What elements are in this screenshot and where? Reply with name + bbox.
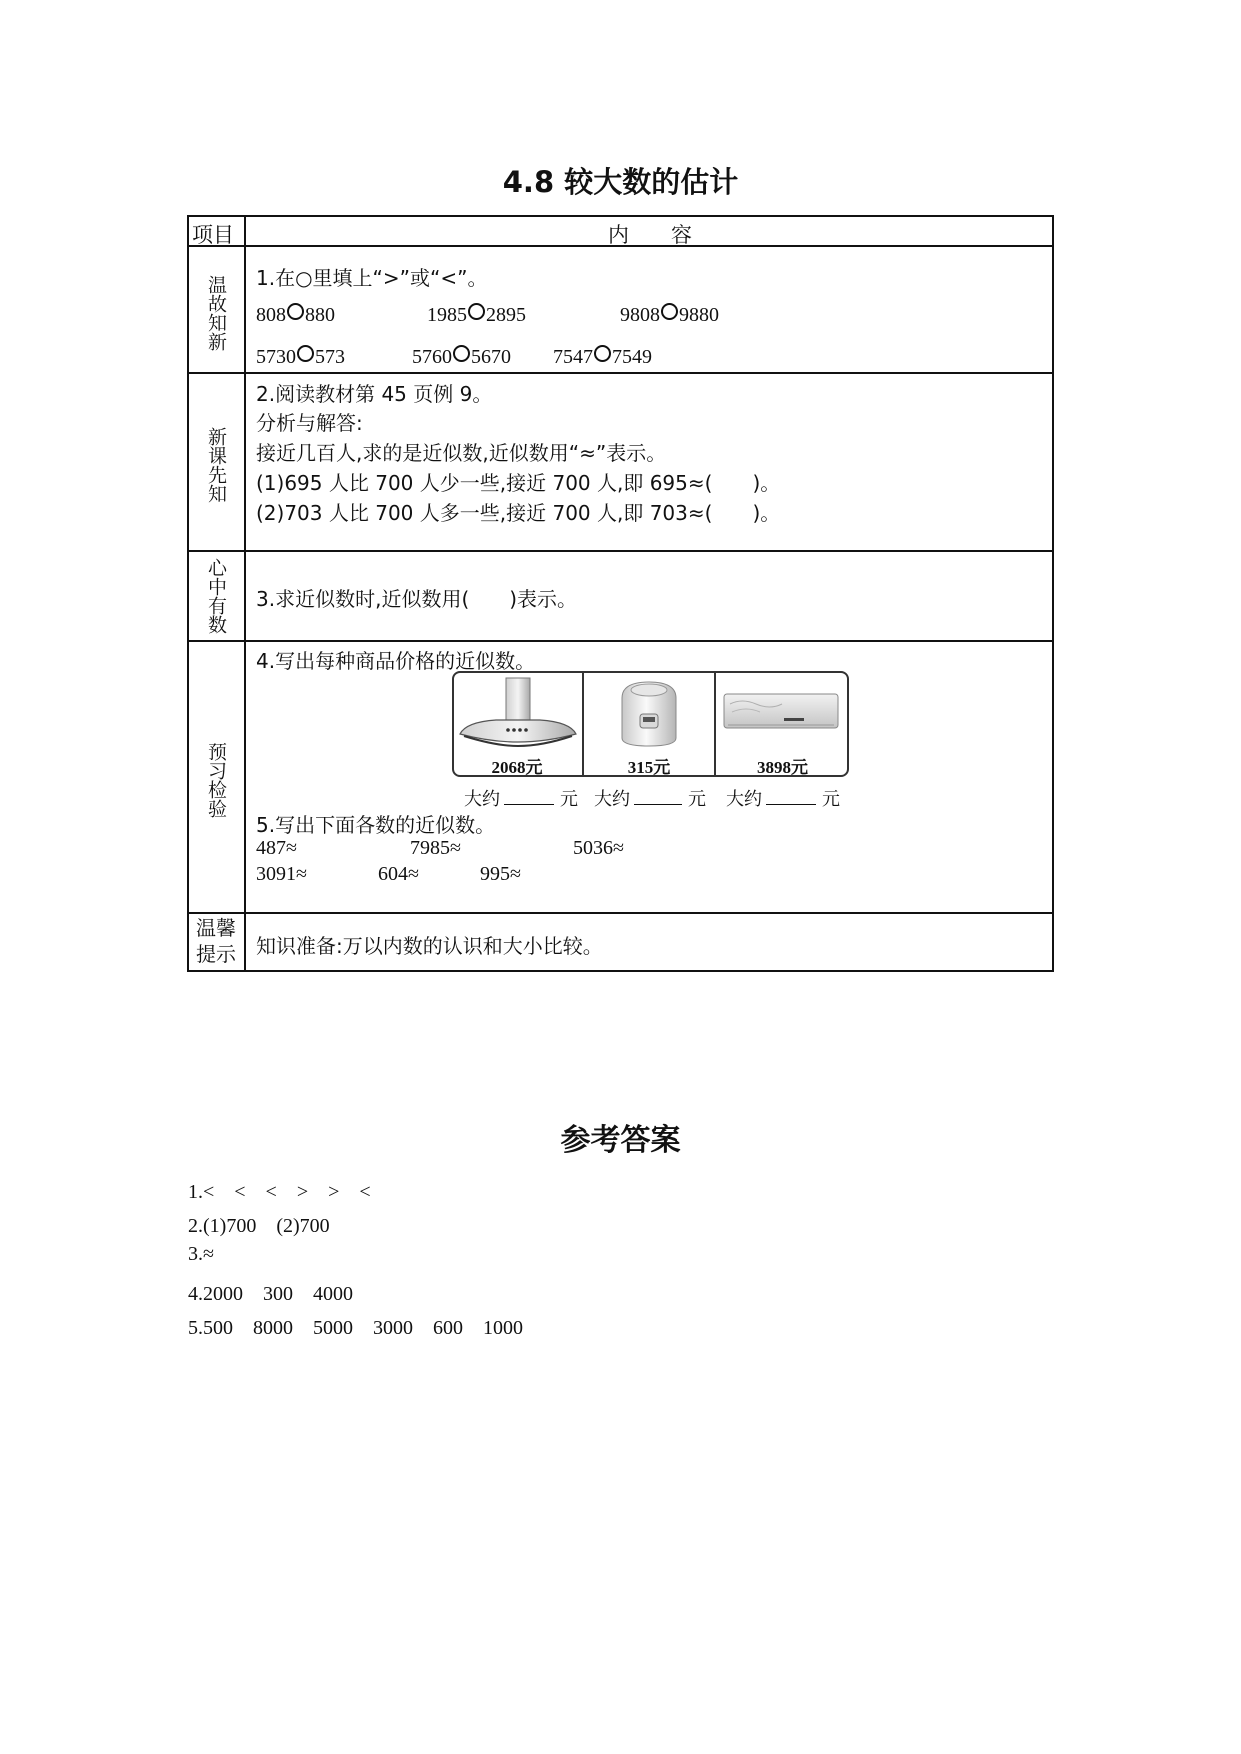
answer-blank[interactable]	[634, 786, 682, 805]
page-title: 4.8 较大数的估计	[502, 165, 739, 199]
column-divider	[244, 215, 246, 972]
range-hood-icon	[456, 676, 580, 748]
header-item: 项目	[192, 223, 234, 247]
knowledge-tip: 知识准备:万以内数的认识和大小比较。	[256, 934, 603, 958]
row-label-xinke: 新课先知	[205, 427, 227, 503]
approx-item: 3091≈	[256, 863, 307, 885]
question-3: 3.求近似数时,近似数用( )表示。	[256, 587, 578, 611]
section2-line1: 2.阅读教材第 45 页例 9。	[256, 382, 493, 406]
rice-cooker-icon	[612, 676, 686, 750]
answer-line: 3.≈	[188, 1243, 214, 1265]
question-4: 4.写出每种商品价格的近似数。	[256, 649, 536, 673]
answer-line: 4.2000 300 4000	[188, 1283, 353, 1305]
approx-answer-1: 大约 元	[464, 785, 578, 811]
approx-answer-2: 大约 元	[594, 785, 706, 811]
circle-blank-icon[interactable]	[594, 345, 611, 362]
compare-item: 5730 573	[256, 346, 345, 368]
compare-item: 9808 9880	[620, 304, 719, 326]
compare-item: 5760 5670	[412, 346, 511, 368]
section2-line5: (2)703 人比 700 人多一些,接近 700 人,即 703≈( )。	[256, 501, 781, 525]
air-conditioner-icon	[722, 692, 840, 732]
row-divider	[187, 912, 1054, 914]
section2-line3: 接近几百人,求的是近似数,近似数用“≈”表示。	[256, 441, 667, 465]
section2-line4: (1)695 人比 700 人少一些,接近 700 人,即 695≈( )。	[256, 471, 781, 495]
price-air-conditioner: 3898元	[757, 758, 808, 777]
row-divider	[187, 640, 1054, 642]
question-1: 1.在○里填上“>”或“<”。	[256, 266, 488, 290]
answer-blank[interactable]	[766, 786, 816, 805]
row-label-yuxi: 预习检验	[205, 742, 227, 818]
row-label-xinzhong: 心中有数	[205, 558, 227, 634]
circle-blank-icon[interactable]	[287, 303, 304, 320]
approx-item: 604≈	[378, 863, 419, 885]
approx-answer-3: 大约 元	[726, 785, 840, 811]
answer-blank[interactable]	[504, 786, 554, 805]
approx-item: 7985≈	[410, 837, 461, 859]
approx-item: 487≈	[256, 837, 297, 859]
compare-item: 808 880	[256, 304, 335, 326]
circle-blank-icon[interactable]	[453, 345, 470, 362]
circle-blank-icon[interactable]	[297, 345, 314, 362]
row-divider	[187, 550, 1054, 552]
row-label-wenxin: 温馨提示	[196, 916, 236, 966]
header-content: 内 容	[608, 223, 692, 247]
circle-blank-icon[interactable]	[661, 303, 678, 320]
section2-line2: 分析与解答:	[256, 411, 363, 435]
answer-line: 5.500 8000 5000 3000 600 1000	[188, 1317, 523, 1339]
approx-item: 995≈	[480, 863, 521, 885]
approx-item: 5036≈	[573, 837, 624, 859]
answer-line: 2.(1)700 (2)700	[188, 1215, 330, 1237]
compare-item: 7547 7549	[553, 346, 652, 368]
price-rice-cooker: 315元	[627, 758, 671, 777]
answer-line: 1.< < < > > <	[188, 1181, 371, 1203]
row-divider	[187, 372, 1054, 374]
question-5: 5.写出下面各数的近似数。	[256, 813, 496, 837]
circle-blank-icon[interactable]	[468, 303, 485, 320]
row-label-wengu: 温故知新	[205, 275, 227, 351]
compare-item: 1985 2895	[427, 304, 526, 326]
price-range-hood: 2068元	[491, 758, 543, 777]
answers-title: 参考答案	[560, 1123, 681, 1158]
